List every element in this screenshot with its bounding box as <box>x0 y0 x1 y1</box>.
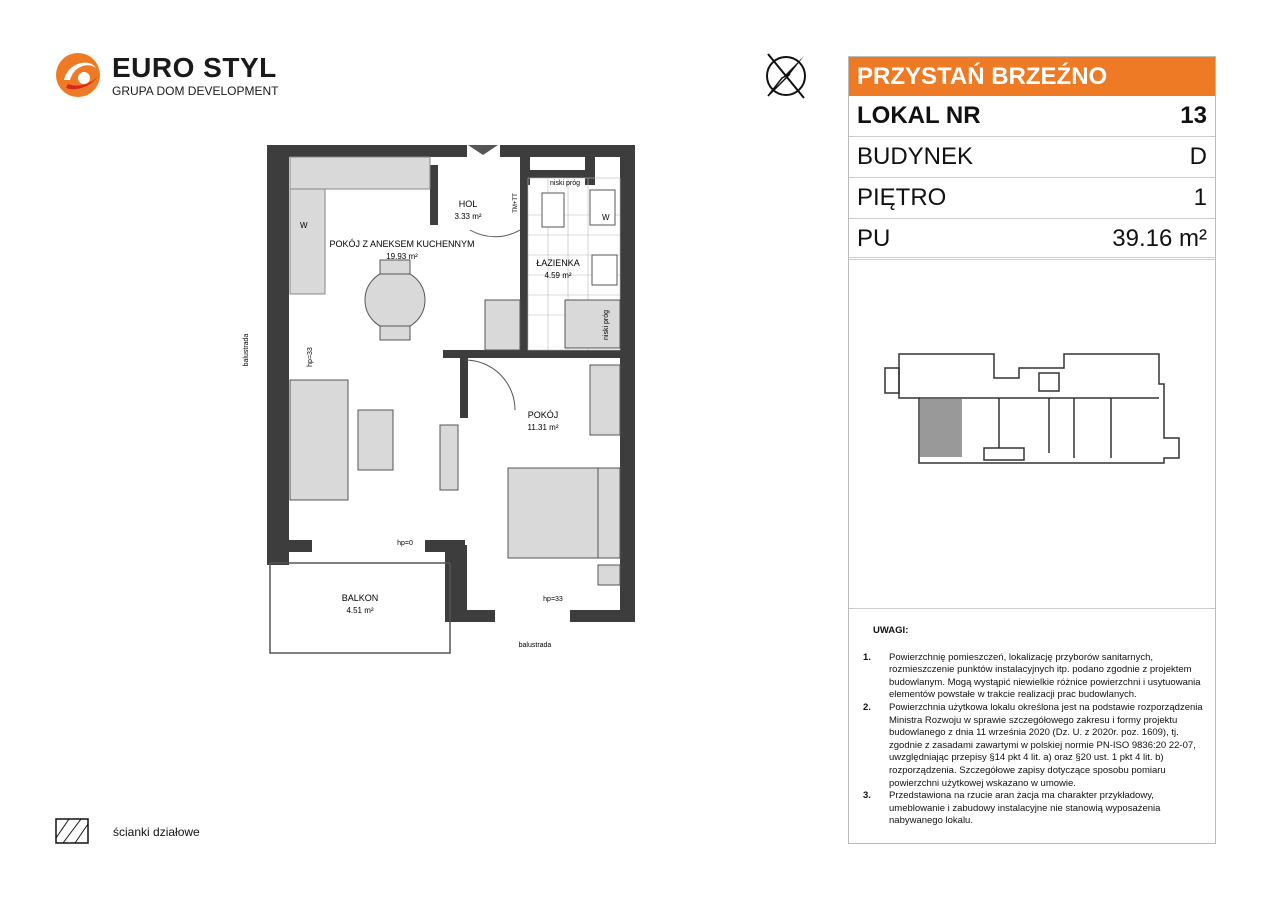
note-item <box>863 652 1208 702</box>
project-name: PRZYSTAŃ BRZEŹNO <box>849 57 1215 96</box>
note-number: 2. <box>863 701 871 713</box>
room-name: ŁAZIENKA <box>536 258 580 268</box>
building-minimap <box>849 257 1215 609</box>
notes-section <box>863 625 1208 828</box>
info-value: D <box>1189 143 1207 170</box>
kitchen-counter <box>290 157 430 189</box>
room-area: 11.31 m² <box>527 423 559 432</box>
eurostyl-logo-icon <box>54 50 104 100</box>
bed <box>508 468 598 558</box>
door-arc <box>465 360 515 410</box>
tv-stand <box>440 425 458 490</box>
tm-mark: TM+TT <box>513 193 519 213</box>
niski-prog-label: niski próg <box>550 180 580 187</box>
note-number: 1. <box>863 651 871 663</box>
hp-label: hp=33 <box>307 347 314 367</box>
hatch-legend-icon <box>55 818 89 844</box>
w-mark: W <box>300 221 308 230</box>
brand-subtitle: GRUPA DOM DEVELOPMENT <box>112 84 279 98</box>
note-text: Przedstawiona na rzucie aran żacja ma charakter przykładowy, umeblowanie i zabudowy instalacyjne nie stanowią wyposażenia nabywanego lokalu. <box>889 790 1161 827</box>
info-row <box>849 96 1215 137</box>
coffee-table <box>358 410 393 470</box>
room-name: POKÓJ <box>527 410 559 420</box>
note-text: Powierzchnię pomieszczeń, lokalizację przyborów sanitarnych, rozmieszczenie punktów instalacyjnych itp. podano zgodnie z projektem budowlanym. Mogą wystąpić niewielkie różnice powierzchni i usytuowania elementów powstałe w trakcie realizacji prac budowlanych. <box>889 651 1201 701</box>
note-item <box>863 790 1208 828</box>
chair <box>380 326 410 340</box>
sink <box>592 255 617 285</box>
room-area: 3.33 m² <box>454 212 482 221</box>
notes-title: UWAGI: <box>873 625 909 636</box>
balustrada-label: balustrada <box>518 642 552 649</box>
info-row <box>849 137 1215 178</box>
building-plan-icon <box>849 258 1215 608</box>
room-area: 19.93 m² <box>386 252 418 261</box>
brand-name: EURO STYL <box>112 52 277 83</box>
unit-highlight <box>920 399 962 457</box>
note-text: Powierzchnia użytkowa lokalu określona jest na podstawie rozporządzenia Ministra Rozwoju w sprawie szczegółowego zakresu i formy projektu budowlanego z dnia 11 września 2020 (Dz. U. z 2020r. poz. 1609), tj. zgodnie z zasadami zawartymi w polskiej normie PN-ISO 9836:20 22-07, uwzględniając przepisy §14 pkt 4 lit. a) oraz §20 ust. 1 pkt 4 lit. b) rozporządzenia. Szczegółowe zapisy dotyczące sposobu pomiaru powierzchni użytkowej wskazano w umowie. <box>889 701 1203 789</box>
niski-prog-label: niski próg <box>603 310 610 340</box>
nightstand <box>598 565 620 585</box>
room-name: BALKON <box>341 593 379 603</box>
kitchen-side-counter <box>290 189 325 294</box>
hp-label: hp=33 <box>543 596 563 603</box>
chair <box>380 260 410 274</box>
floor-plan <box>230 135 650 655</box>
room-name: HOL <box>458 199 478 209</box>
info-value: 39.16 m² <box>1112 225 1207 252</box>
brand-logo <box>54 50 294 100</box>
info-label: PU <box>857 225 891 252</box>
entry-arrow-icon <box>468 145 498 155</box>
toilet <box>542 193 564 227</box>
room-name: POKÓJ Z ANEKSEM KUCHENNYM <box>329 239 475 249</box>
compass-icon <box>760 50 812 102</box>
hall-wardrobe <box>485 300 520 350</box>
room-area: 4.51 m² <box>346 606 374 615</box>
dining-table <box>365 270 425 330</box>
legend-label: ścianki działowe <box>113 825 200 839</box>
info-row <box>849 178 1215 219</box>
info-label: LOKAL NR <box>857 102 981 129</box>
bed-pillows <box>598 468 620 558</box>
info-row <box>849 219 1215 260</box>
info-label: BUDYNEK <box>857 143 974 170</box>
shower <box>565 300 620 348</box>
balustrada-label: balustrada <box>243 333 250 367</box>
w-mark: W <box>602 213 610 222</box>
info-value: 1 <box>1193 184 1207 211</box>
hp-label: hp=0 <box>397 540 413 547</box>
sofa <box>290 380 348 500</box>
note-item <box>863 702 1208 790</box>
info-label: PIĘTRO <box>857 184 947 211</box>
bedroom-wardrobe <box>590 365 620 435</box>
info-value: 13 <box>1180 102 1207 129</box>
door-arc <box>470 230 520 237</box>
info-panel <box>848 56 1216 844</box>
note-number: 3. <box>863 790 871 802</box>
room-area: 4.59 m² <box>544 271 572 280</box>
